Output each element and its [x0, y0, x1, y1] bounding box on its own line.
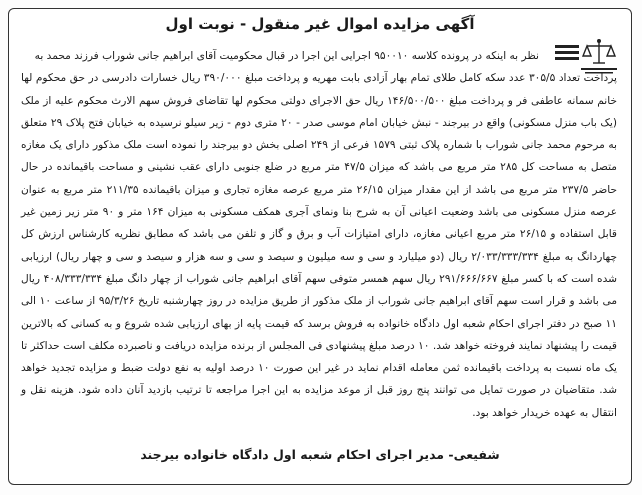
notice-body	[21, 45, 617, 424]
notice-first-line: نظر به اینکه در پرونده کلاسه ۹۵۰۰۱۰ اجرایی این اجرا در قبال محکومیت آقای ابراهیم جانی شوراب فرزند محمد به	[34, 50, 539, 62]
auction-notice	[8, 8, 632, 485]
signature: شفیعی- مدیر اجرای احکام شعبه اول دادگاه خانواده بیرجند	[140, 447, 500, 462]
notice-title: آگهی مزایده اموال غیر منقول - نوبت اول	[165, 15, 475, 33]
notice-paragraph: پرداخت تعداد ۳۰۵/۵ عدد سکه کامل طلای تمام بهار آزادی بابت مهریه و پرداخت مبلغ ۳۹۰/۰۰۰ ریال خسارات دادرسی در حق محکوم لها خانم سمانه عاطفی فر و پرداخت مبلغ ۱۴۶/۵۰۰/۵۰۰ ریال حق الاجرای دولتی محکوم لها تقاضای فروش سهم الارث محکوم علیه از ملک (یک باب منزل مسکونی) واقع در بیرجند - نبش خیابان امام موسی صدر - ۲۰ متری دوم - زیر سیلو نرسیده به خیابان فتح پلاک ۲۹ متعلق به مرحوم محمد جانی شوراب با شماره پلاک ثبتی ۱۵۷۹ فرعی از ۲۴۹ اصلی بخش دو بیرجند را نموده است ملک مذکور دارای یک مغازه متصل به مساحت کل ۲۸۵ متر مربع می باشد که میزان ۴۷/۵ متر مربع در ضلع جنوبی دارای عقب نشینی و مساحت باقیمانده در حال حاضر ۲۳۷/۵ متر مربع می باشد از این مقدار میزان ۲۶/۱۵ متر مربع عرصه مغازه تجاری و میزان باقیمانده ۲۱۱/۳۵ متر مربع به عنوان عرصه منزل مسکونی می باشد وضعیت اعیانی آن به شرح بنا ونمای آجری همکف مسکونی به میزان ۱۶۴ متر و ۹۰ متر زیر زمین غیر قابل استفاده و ۲۶/۱۵ متر مربع اعیانی مغازه، دارای امتیازات آب و برق و گاز و تلفن می باشد که مطابق نظریه کارشناس ارزش کل چهاردانگ به مبلغ ۲/۰۳۳/۳۳۳/۳۳۴ ریال (دو میلیارد و سی و سه میلیون و سیصد و سی و سه هزار و سیصد و سی و چهار ریال) ارزیابی شده است که با کسر مبلغ ۲۹۱/۶۶۶/۶۶۷ ریال سهم همسر متوفی سهم آقای ابراهیم جانی شوراب از چهار دانگ مبلغ ۴۰۸/۳۳۳/۳۳۴ ریال می باشد و قرار است سهم آقای ابراهیم جانی شوراب از ملک مذکور از طریق مزایده در روز چهارشنبه تاریخ ۹۵/۳/۲۶ از ساعت ۱۰ الی ۱۱ صبح در دفتر اجرای احکام شعبه اول دادگاه خانواده به فروش برسد که قیمت پایه از بهای ارزیابی شده شروع و به کسانی که بالاترین قیمت را پیشنهاد نمایند فروخته خواهد شد. ۱۰ درصد مبلغ پیشنهادی فی المجلس از برنده مزایده دریافت و ناصبرده مکلف است حداکثر تا یک ماه نسبت به پرداخت باقیمانده ثمن معامله اقدام نماید در غیر این صورت ۱۰ درصد اولیه به نفع دولت ضبط و مزایده تجدید خواهد شد. متقاضیان در صورت تمایل می توانند پنج روز قبل از موعد مزایده به این اجرا مراجعه تا ترتیب بازدید آنان داده شود. هزینه نقل و انتقال به عهده خریدار خواهد بود.	[21, 72, 618, 419]
